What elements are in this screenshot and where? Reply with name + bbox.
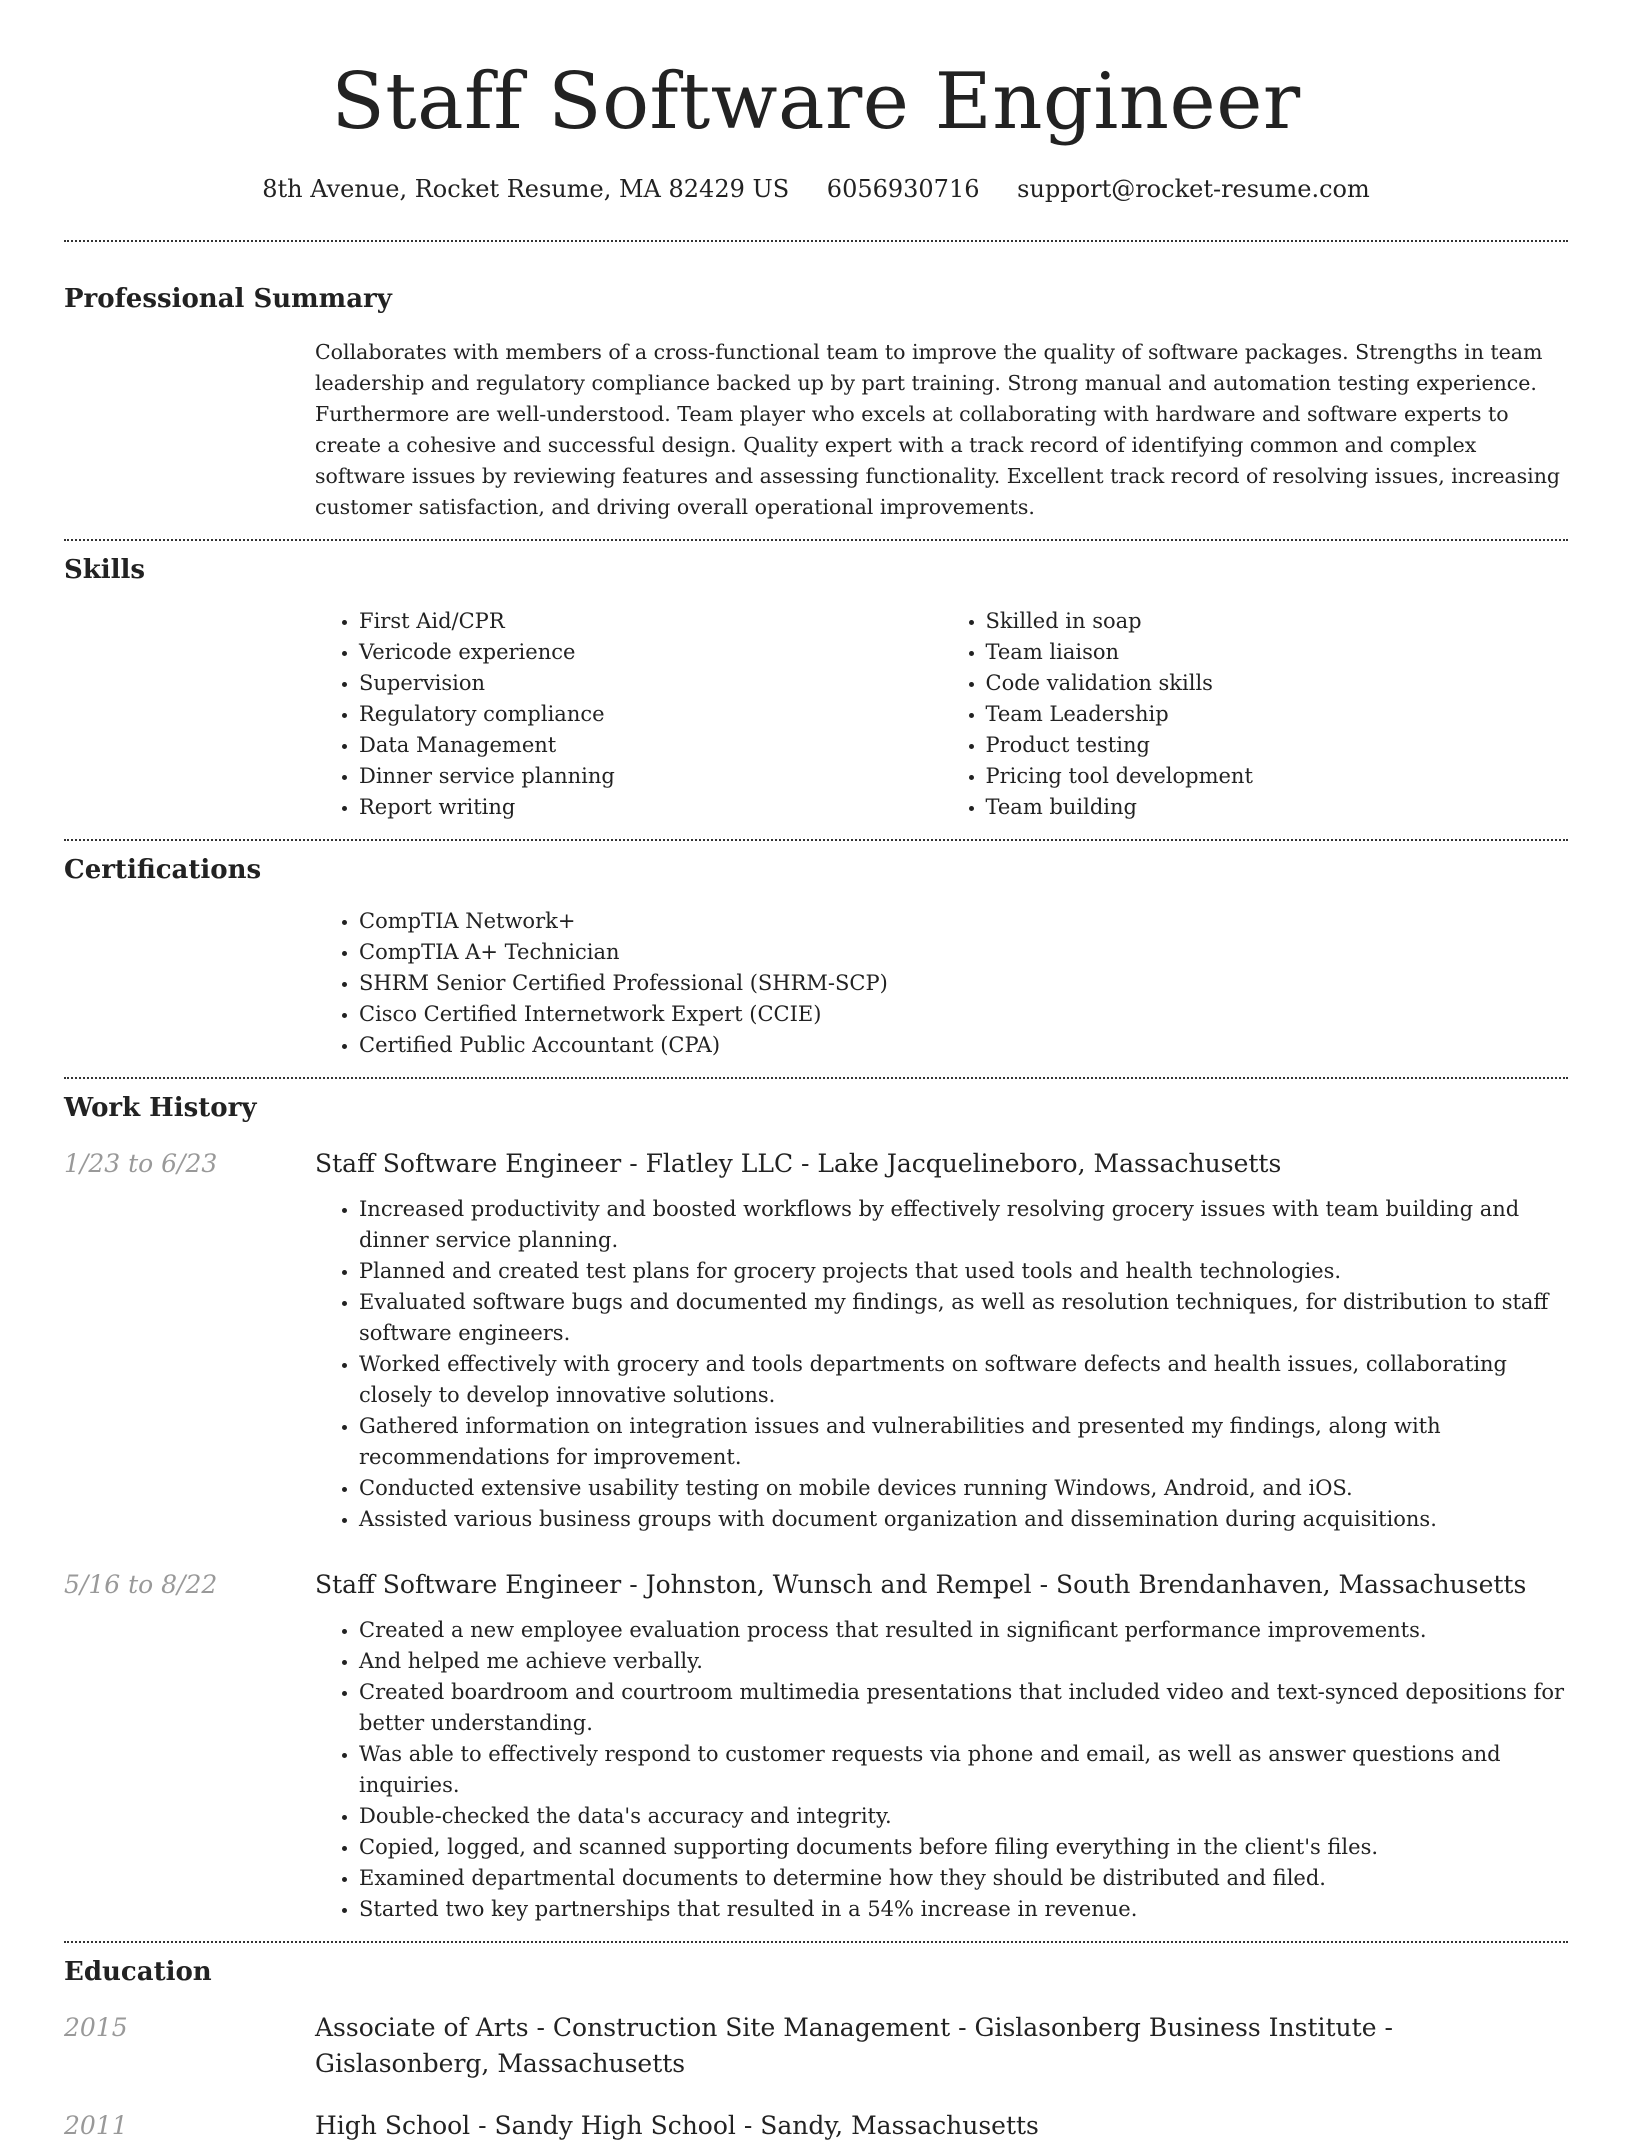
job-entry [64, 1146, 1568, 1535]
skill-item: • Code validation skills [986, 668, 1569, 699]
certification-item: • CompTIA Network+ [359, 906, 1568, 937]
skill-item: • Report writing [359, 792, 942, 823]
job-bullet: • Increased productivity and boosted workflows by effectively resolving grocery issues with team building and dinner service planning. [359, 1194, 1568, 1256]
job-bullet: • Planned and created test plans for grocery projects that used tools and health technologies. [359, 1256, 1568, 1287]
skill-item: • Supervision [359, 668, 942, 699]
education-section [64, 1943, 1568, 2144]
job-title: Staff Software Engineer - Johnston, Wunsch and Rempel - South Brendanhaven, Massachusetts [315, 1570, 1527, 1599]
work-history-section [64, 1079, 1568, 1925]
section-title-certifications: Certifications [64, 855, 262, 885]
job-bullet: • Worked effectively with grocery and tools departments on software defects and health issues, collaborating closely to develop innovative solutions. [359, 1349, 1568, 1411]
skill-item: • Team liaison [986, 637, 1569, 668]
skill-item: • Regulatory compliance [359, 699, 942, 730]
job-bullet: • Examined departmental documents to determine how they should be distributed and filed. [359, 1863, 1568, 1894]
job-date: 1/23 to 6/23 [64, 1149, 218, 1178]
education-title: Associate of Arts - Construction Site Management - Gislasonberg Business Institute - Gislasonberg, Massachusetts [315, 2013, 1393, 2078]
certification-item: • SHRM Senior Certified Professional (SHRM-SCP) [359, 968, 1568, 999]
contact-email: support@rocket-resume.com [1017, 175, 1370, 203]
job-title: Staff Software Engineer - Flatley LLC - Lake Jacquelineboro, Massachusetts [315, 1149, 1282, 1178]
section-title-work: Work History [64, 1093, 257, 1123]
skill-item: • Skilled in soap [986, 606, 1569, 637]
job-bullet: • Copied, logged, and scanned supporting documents before filing everything in the client's files. [359, 1832, 1568, 1863]
resume-page [64, 0, 1568, 2144]
job-bullet: • Evaluated software bugs and documented my findings, as well as resolution techniques, for distribution to staff software engineers. [359, 1287, 1568, 1349]
education-entry [64, 2108, 1568, 2144]
skill-item: • Product testing [986, 730, 1569, 761]
resume-name: Staff Software Engineer [331, 57, 1301, 147]
skill-item: • Dinner service planning [359, 761, 942, 792]
skills-list-left [315, 606, 942, 823]
education-date: 2015 [64, 2013, 128, 2042]
skills-list-right [942, 606, 1569, 823]
job-bullet: • Double-checked the data's accuracy and integrity. [359, 1801, 1568, 1832]
job-bullet: • Conducted extensive usability testing on mobile devices running Windows, Android, and iOS. [359, 1473, 1568, 1504]
skill-item: • Team building [986, 792, 1569, 823]
certification-item: • Cisco Certified Internetwork Expert (CCIE) [359, 999, 1568, 1030]
section-title-skills: Skills [64, 555, 146, 585]
education-date: 2011 [64, 2111, 128, 2140]
skill-item: • Vericode experience [359, 637, 942, 668]
summary-section [64, 242, 1568, 523]
skill-item: • Pricing tool development [986, 761, 1569, 792]
skill-item: • Data Management [359, 730, 942, 761]
job-bullet: • Created boardroom and courtroom multimedia presentations that included video and text-synced depositions for better understanding. [359, 1677, 1568, 1739]
contact-line [64, 172, 1568, 206]
section-title-summary: Professional Summary [64, 284, 392, 314]
skill-item: • First Aid/CPR [359, 606, 942, 637]
job-bullet: • Started two key partnerships that resulted in a 54% increase in revenue. [359, 1894, 1568, 1925]
job-bullet: • Assisted various business groups with document organization and dissemination during acquisitions. [359, 1504, 1568, 1535]
summary-text: Collaborates with members of a cross-functional team to improve the quality of software packages. Strengths in team leadership and regulatory compliance backed up by part training. Strong manual and automation testing experience. Furthermore are well-understood. Team player who excels at collaborating with hardware and software experts to create a cohesive and successful design. Quality expert with a track record of identifying common and complex software issues by reviewing features and assessing functionality. Excellent track record of resolving issues, increasing customer satisfaction, and driving overall operational improvements. [315, 340, 1561, 519]
skill-item: • Team Leadership [986, 699, 1569, 730]
contact-phone: 6056930716 [826, 175, 980, 203]
contact-address: 8th Avenue, Rocket Resume, MA 82429 US [262, 175, 790, 203]
skills-section [64, 541, 1568, 823]
section-title-education: Education [64, 1957, 212, 1987]
job-bullet: • Gathered information on integration issues and vulnerabilities and presented my findings, along with recommendations for improvement. [359, 1411, 1568, 1473]
job-entry [64, 1567, 1568, 1925]
job-bullets [315, 1615, 1568, 1925]
education-entry [64, 2010, 1568, 2082]
job-bullets [315, 1194, 1568, 1535]
certification-item: • CompTIA A+ Technician [359, 937, 1568, 968]
certification-item: • Certified Public Accountant (CPA) [359, 1030, 1568, 1061]
education-title: High School - Sandy High School - Sandy, Massachusetts [315, 2111, 1039, 2140]
job-bullet: • Created a new employee evaluation process that resulted in significant performance improvements. [359, 1615, 1568, 1646]
job-bullet: • And helped me achieve verbally. [359, 1646, 1568, 1677]
job-date: 5/16 to 8/22 [64, 1570, 218, 1599]
job-bullet: • Was able to effectively respond to customer requests via phone and email, as well as answer questions and inquiries. [359, 1739, 1568, 1801]
certifications-section [64, 841, 1568, 1061]
certifications-list [315, 906, 1568, 1061]
